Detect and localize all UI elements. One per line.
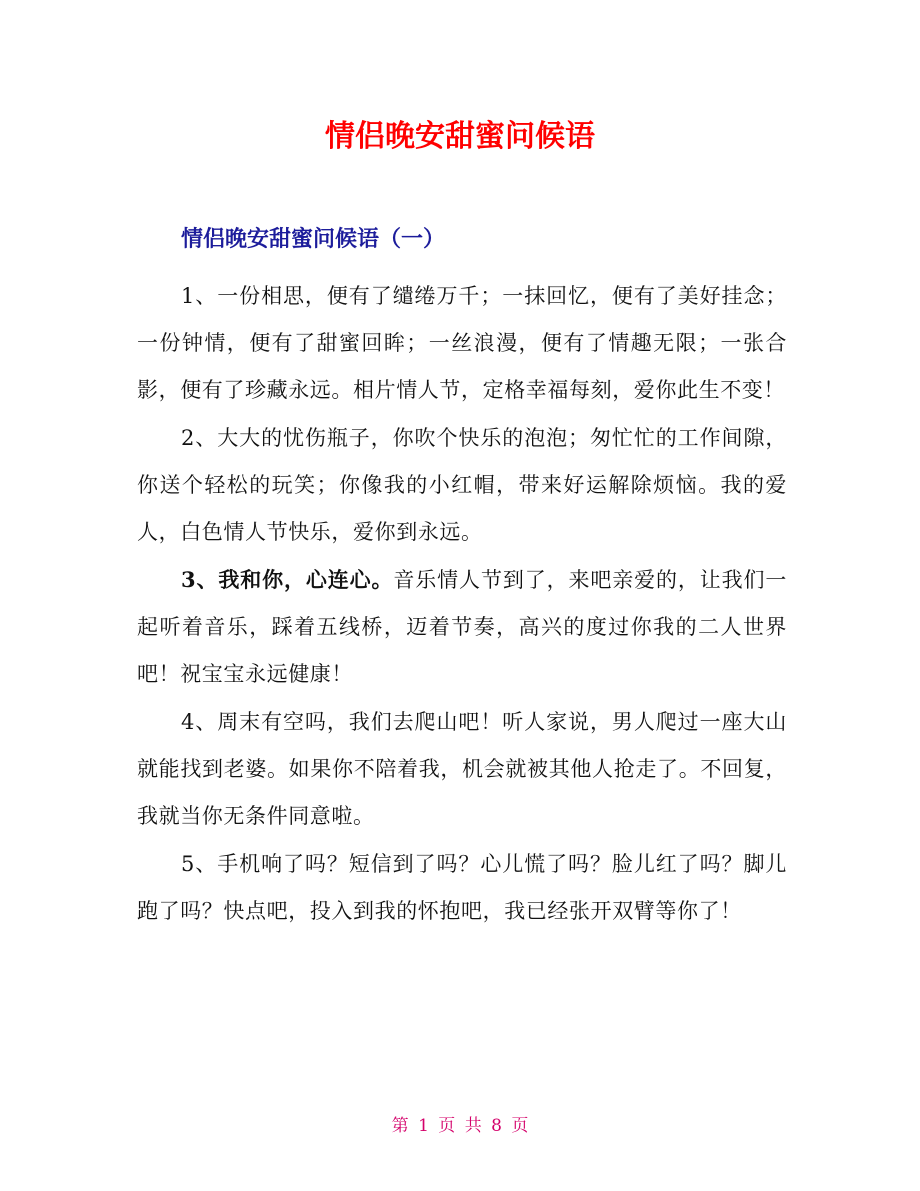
paragraph-5: [137, 840, 787, 935]
document-body: [137, 272, 787, 935]
page-footer: 第 1 页 共 8 页: [391, 1116, 529, 1136]
paragraph-3-lead: 3、我和你，心连心。: [181, 567, 394, 592]
section-heading: 情侣晚安甜蜜问候语（一）: [181, 227, 446, 252]
paragraph-2: [137, 414, 787, 556]
paragraph-4-text: 4、周末有空吗，我们去爬山吧！听人家说，男人爬过一座大山就能找到老婆。如果你不陪着我，机会就被其他人抢走了。不回复，我就当你无条件同意啦。: [137, 710, 787, 828]
paragraph-3-text: 音乐情人节到了，来吧亲爱的，让我们一起听着音乐，踩着五线桥，迈着节奏，高兴的度过你我的二人世界吧！祝宝宝永远健康！: [137, 568, 787, 686]
paragraph-1-text: 1、一份相思，便有了缱绻万千；一抹回忆，便有了美好挂念；一份钟情，便有了甜蜜回眸；一丝浪漫，便有了情趣无限；一张合影，便有了珍藏永远。相片情人节，定格幸福每刻，爱你此生不变！: [137, 284, 787, 402]
paragraph-1: [137, 272, 787, 414]
paragraph-3: [137, 556, 787, 698]
paragraph-2-text: 2、大大的忧伤瓶子，你吹个快乐的泡泡；匆忙忙的工作间隙，你送个轻松的玩笑；你像我的小红帽，带来好运解除烦恼。我的爱人，白色情人节快乐，爱你到永远。: [137, 426, 787, 544]
page-title: 情侣晚安甜蜜问候语: [325, 119, 595, 154]
paragraph-5-text: 5、手机响了吗？短信到了吗？心儿慌了吗？脸儿红了吗？脚儿跑了吗？快点吧，投入到我的怀抱吧，我已经张开双臂等你了！: [137, 852, 787, 923]
paragraph-4: [137, 698, 787, 840]
